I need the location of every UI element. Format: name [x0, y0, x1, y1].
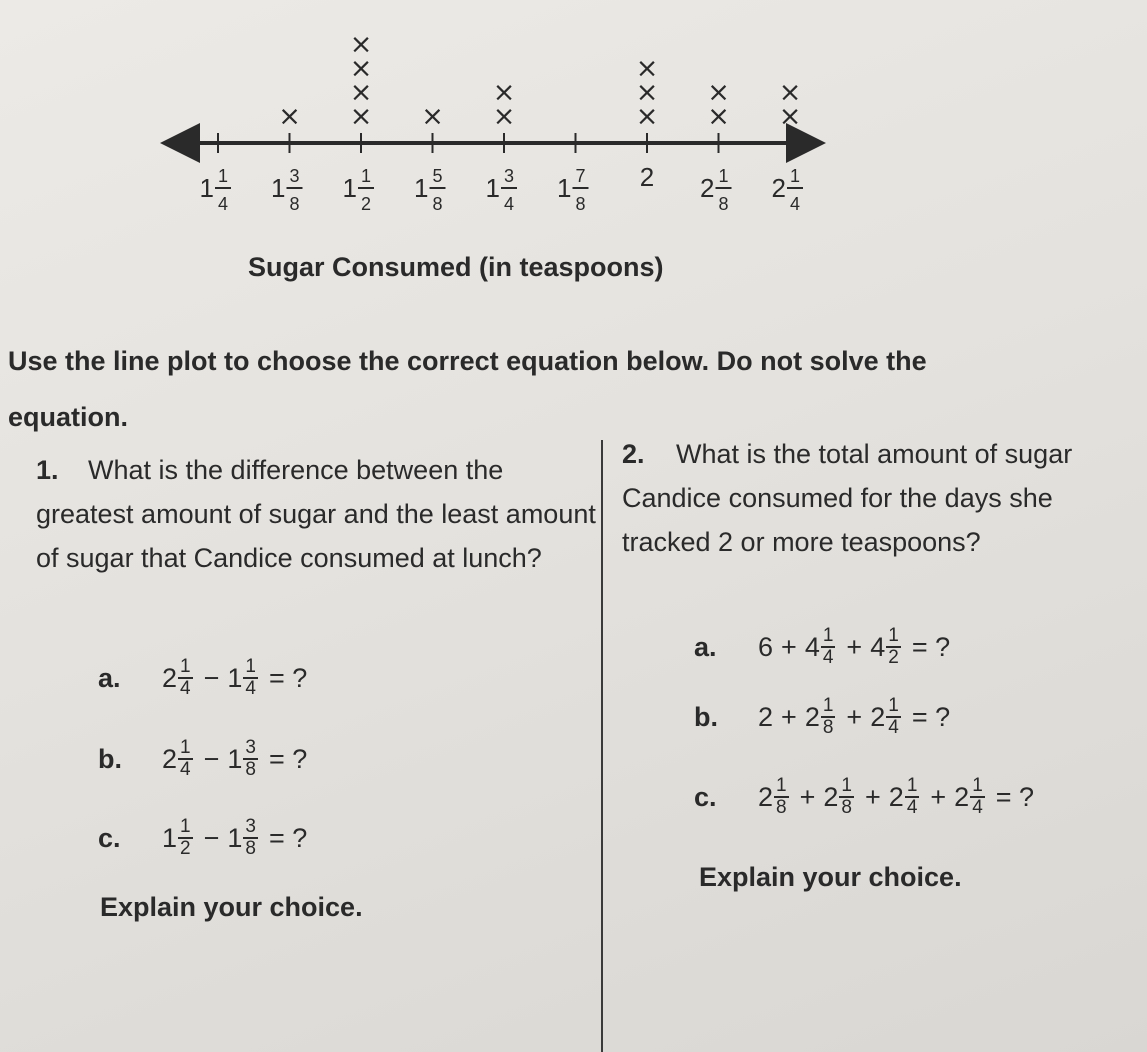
tick-label-whole: 1: [342, 173, 357, 203]
whole-number: 6: [758, 631, 774, 662]
denominator: 4: [906, 797, 918, 818]
mixed-number: [805, 626, 839, 668]
question-2-text: What is the total amount of sugar Candice consumed for the days she tracked 2 or more teaspoons?: [622, 439, 1073, 557]
column-divider: [601, 440, 603, 1052]
tick-label: [557, 166, 588, 214]
choice-letter: c.: [98, 822, 121, 853]
denominator: 8: [822, 717, 834, 738]
operator: −: [203, 822, 220, 853]
mixed-number: [227, 817, 261, 859]
fraction: [774, 776, 789, 818]
tick-label-denominator: 8: [289, 194, 300, 214]
question-2-choice-a[interactable]: [694, 626, 958, 668]
denominator: 8: [841, 797, 852, 818]
numerator: 1: [776, 775, 787, 796]
tick-label-whole: 1: [414, 173, 429, 203]
tick-label-denominator: 4: [789, 194, 801, 214]
numerator: 1: [906, 775, 918, 796]
question-1-text: What is the difference between the greatest amount of sugar and the least amount of sugar that Candice consumed at lunch?: [36, 455, 596, 573]
mixed-number: [227, 738, 261, 780]
mixed-number: [889, 776, 923, 818]
tick-label: [414, 166, 445, 214]
equals-question: = ?: [911, 701, 951, 732]
tick-label-numerator: 1: [360, 166, 372, 186]
numerator: 1: [841, 775, 852, 796]
whole-number: 1: [227, 662, 243, 693]
tick-label: [200, 166, 231, 214]
whole-number: 2: [162, 662, 178, 693]
operator: +: [865, 781, 881, 812]
fraction: [178, 657, 193, 699]
denominator: 4: [180, 678, 191, 699]
tick-label-denominator: 8: [718, 194, 729, 214]
choice-letter: a.: [98, 662, 121, 693]
operator: +: [781, 701, 797, 732]
numerator: 1: [180, 816, 191, 837]
mixed-number: [805, 696, 839, 738]
whole-number: 2: [870, 701, 886, 732]
denominator: 4: [822, 647, 834, 668]
whole-number: 2: [804, 701, 820, 732]
tick-label: [640, 162, 654, 192]
tick-label: [772, 166, 803, 214]
question-1-number: 1.: [36, 455, 59, 485]
mixed-number: [758, 632, 773, 663]
fraction: [178, 817, 193, 859]
tick-label-denominator: 4: [217, 194, 229, 214]
x-mark: ×: [349, 101, 373, 132]
tick-label-whole: 1: [485, 173, 500, 203]
operator: −: [203, 743, 220, 774]
whole-number: 4: [804, 631, 820, 662]
numerator: 1: [888, 695, 899, 716]
x-mark: ×: [778, 77, 802, 108]
x-mark: ×: [778, 101, 802, 132]
operator: +: [799, 781, 816, 812]
mixed-number: [758, 702, 773, 733]
numerator: 1: [245, 656, 256, 677]
choice-letter: a.: [694, 631, 717, 662]
x-mark: ×: [635, 101, 659, 132]
fraction: [243, 657, 258, 699]
numerator: 1: [180, 656, 191, 677]
fraction: [839, 776, 854, 818]
tick-label-denominator: 2: [360, 194, 372, 214]
tick-label-whole: 1: [271, 173, 286, 203]
fraction: [243, 738, 258, 780]
x-mark: ×: [349, 29, 373, 60]
tick-label-whole: 1: [199, 173, 214, 203]
denominator: 8: [776, 797, 787, 818]
fraction: [821, 696, 836, 738]
choice-letter: c.: [694, 781, 717, 812]
fraction: [886, 696, 901, 738]
operator: +: [781, 631, 797, 662]
equals-question: = ?: [269, 743, 308, 774]
question-2-choice-c[interactable]: [694, 776, 1042, 818]
x-mark: ×: [635, 53, 659, 84]
whole-number: 1: [227, 822, 243, 853]
numerator: 3: [245, 737, 256, 758]
question-2-explain: Explain your choice.: [699, 862, 962, 892]
whole-number: 2: [162, 743, 178, 774]
x-mark: ×: [421, 101, 444, 132]
whole-number: 2: [823, 781, 839, 812]
whole-number: 2: [888, 781, 904, 812]
mixed-number: [758, 776, 792, 818]
denominator: 8: [245, 759, 256, 780]
operator: +: [930, 781, 947, 812]
tick-label-whole: 1: [557, 173, 572, 203]
denominator: 4: [180, 759, 191, 780]
x-mark: ×: [492, 77, 516, 108]
fraction: [970, 776, 985, 818]
mixed-number: [162, 657, 196, 699]
numerator: 1: [822, 625, 834, 646]
question-1-choice-c[interactable]: [98, 817, 315, 859]
mixed-number: [870, 696, 904, 738]
operator: −: [203, 662, 220, 693]
mixed-number: [227, 657, 261, 699]
question-1-explain: Explain your choice.: [100, 892, 363, 922]
fraction: [243, 817, 258, 859]
question-1: [36, 448, 596, 580]
whole-number: 2: [758, 701, 774, 732]
mixed-number: [870, 626, 904, 668]
denominator: 8: [245, 838, 256, 859]
denominator: 4: [888, 717, 899, 738]
x-mark: ×: [707, 77, 730, 108]
fraction: [905, 776, 920, 818]
tick-label: [700, 166, 731, 214]
fraction: [886, 626, 901, 668]
question-1-choice-a[interactable]: [98, 657, 315, 699]
tick-label: [271, 166, 302, 214]
equals-question: = ?: [269, 662, 308, 693]
x-mark: ×: [635, 77, 659, 108]
tick-label: [486, 166, 517, 214]
denominator: 2: [888, 647, 899, 668]
choice-letter: b.: [98, 743, 122, 774]
equals-question: = ?: [995, 781, 1035, 812]
whole-number: 1: [227, 743, 243, 774]
numerator: 1: [180, 737, 191, 758]
tick-label-whole: 2: [771, 173, 786, 203]
mixed-number: [162, 738, 196, 780]
question-2-number: 2.: [622, 439, 645, 469]
whole-number: 2: [954, 781, 970, 812]
mixed-number: [162, 817, 196, 859]
tick-label: [343, 166, 374, 214]
tick-label-whole: 2: [639, 162, 655, 192]
tick-label-numerator: 3: [503, 166, 515, 186]
tick-label-denominator: 4: [503, 194, 515, 214]
numerator: 1: [822, 695, 834, 716]
tick-label-whole: 2: [700, 173, 715, 203]
denominator: 2: [180, 838, 191, 859]
tick-label-numerator: 7: [575, 166, 586, 186]
tick-label-denominator: 8: [575, 194, 586, 214]
fraction: [178, 738, 193, 780]
whole-number: 4: [870, 631, 886, 662]
instructions: Use the line plot to choose the correct equation below. Do not solve the equation.: [8, 346, 927, 432]
whole-number: 2: [758, 781, 774, 812]
denominator: 4: [245, 678, 256, 699]
tick-label-numerator: 1: [217, 166, 229, 186]
question-1-choice-b[interactable]: [98, 738, 315, 780]
tick-label-numerator: 1: [718, 166, 729, 186]
denominator: 4: [972, 797, 983, 818]
numerator: 1: [888, 625, 899, 646]
tick-label-numerator: 5: [432, 166, 443, 186]
whole-number: 1: [162, 822, 178, 853]
mixed-number: [823, 776, 857, 818]
operator: +: [846, 631, 863, 662]
equals-question: = ?: [911, 631, 951, 662]
numerator: 1: [972, 775, 983, 796]
fraction: [821, 626, 836, 668]
plot-axis-label: Sugar Consumed (in teaspoons): [248, 252, 664, 282]
question-2-choice-b[interactable]: [694, 696, 958, 738]
x-mark: ×: [492, 101, 516, 132]
tick-label-numerator: 3: [289, 166, 300, 186]
x-mark: ×: [349, 77, 373, 108]
choice-letter: b.: [694, 701, 718, 732]
numerator: 3: [245, 816, 256, 837]
x-mark: ×: [278, 101, 301, 132]
x-mark: ×: [707, 101, 730, 132]
operator: +: [846, 701, 863, 732]
tick-label-denominator: 8: [432, 194, 443, 214]
question-2: [622, 432, 1142, 564]
x-mark: ×: [349, 53, 373, 84]
equals-question: = ?: [269, 822, 308, 853]
mixed-number: [954, 776, 988, 818]
line-plot: [0, 0, 1147, 240]
tick-label-numerator: 1: [789, 166, 801, 186]
